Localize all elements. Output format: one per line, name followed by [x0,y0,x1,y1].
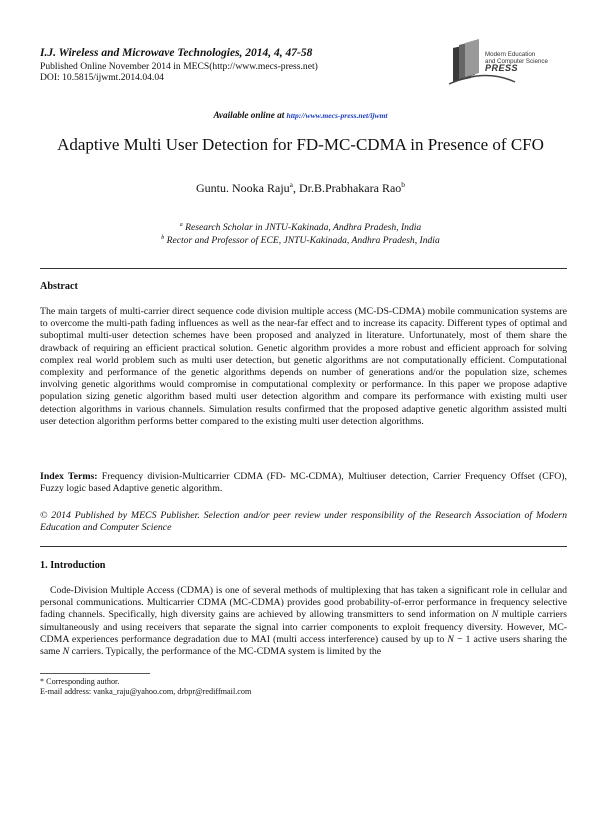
footnote-rule [40,673,150,674]
journal-url-link[interactable]: http://www.mecs-press.net/ijwmt [286,111,388,120]
author-name: Guntu. Nooka Raju [196,181,290,195]
divider [40,546,567,547]
email-addresses: E-mail address: vanka_raju@yahoo.com, drbpr@rediffmail.com [40,687,252,696]
affiliation-a: $^a$ Research Scholar in JNTU-Kakinada, Andhra Pradesh, India [179,221,422,233]
section-heading-introduction: 1. Introduction [40,560,106,571]
corresponding-author-note: * Corresponding author. [40,677,120,686]
doi-line: DOI: 10.5815/ijwmt.2014.04.04 [40,72,164,83]
copyright-notice: © 2014 Published by MECS Publisher. Selection and/or peer review under responsibility of the Research Association of Modern Education and Computer Science [40,510,567,534]
introduction-paragraph: Code-Division Multiple Access (CDMA) is one of several methods of multiplexing that has taken a significant role in cellular and personal communications. Multicarrier CDMA (MC-CDMA) provides good probability-of-error performance in frequency selective fading channels. Specifically, high diversity gains are achieved by allowing transmitters to send information on N multiple carriers simultaneously and using receivers that separate the signal into carrier components to exploit frequency diversity. However, MC-CDMA experiences performance degradation due to MAI (multi access interference) caused by up to N − 1 active users sharing the same N carriers. Typically, the performance of the MC-CDMA system is limited by the [40,585,567,658]
author-superscript: b [401,180,405,189]
divider [40,268,567,269]
journal-citation: I.J. Wireless and Microwave Technologies, 2014, 4, 47-58 [40,47,313,59]
author-name: Dr.B.Prabhakara Rao [298,181,402,195]
abstract-heading: Abstract [40,281,78,292]
author-list: Guntu. Nooka Raju$^a$, Dr.B.Prabhakara Rao$^b$ [196,180,405,195]
available-online-line [0,110,601,120]
paper-title: Adaptive Multi User Detection for FD-MC-CDMA in Presence of CFO [57,135,544,154]
logo-text: Modern Education and Computer Science PRESS [485,51,548,73]
author-superscript: a [289,180,293,189]
footnote [40,677,251,697]
affiliation-b: $^b$ Rector and Professor of ECE, JNTU-Kakinada, Andhra Pradesh, India [161,234,440,246]
available-online-label: Available online at [213,110,285,120]
index-terms-label: Index Terms: [40,471,98,482]
mecs-press-logo [445,38,575,88]
index-terms-text: Frequency division-Multicarrier CDMA (FD- MC-CDMA), Multiuser detection, Carrier Frequency Offset (CFO), Fuzzy logic based Adaptive genetic algorithm. [40,471,567,495]
abstract-text: The main targets of multi-carrier direct sequence code division multiple access (MC-DS-CDMA) mobile communication systems are to overcome the multi-path fading influences as well as the near-far effect and to increase its capacity. Different types of optimal and suboptimal multi-user detection schemes have been proposed and analyzed in literature. Unfortunately, most of them share the drawback of requiring an efficient practical solution. Genetic algorithm provides a more robust and efficient approach for solving complex real world problem such as multi user detection, but genetic algorithms are not computationally efficient. Computational complexity and performance of the genetic algorithms depends on number of generations and/or the population size, schemes involving genetic algorithms would compromise in computational complexity or performance. In this paper we propose adaptive population sizing genetic algorithm based multi user detection algorithm and compare its performance with existing multi user detection algorithms in various channels. Simulation results confirmed that the proposed adaptive genetic algorithm assisted multi user detection algorithm performs better compared to the existing multi user detection algorithms. [40,306,567,427]
index-terms [40,471,567,495]
published-online-line: Published Online November 2014 in MECS(http://www.mecs-press.net) [40,61,318,72]
publication-info [40,61,318,83]
